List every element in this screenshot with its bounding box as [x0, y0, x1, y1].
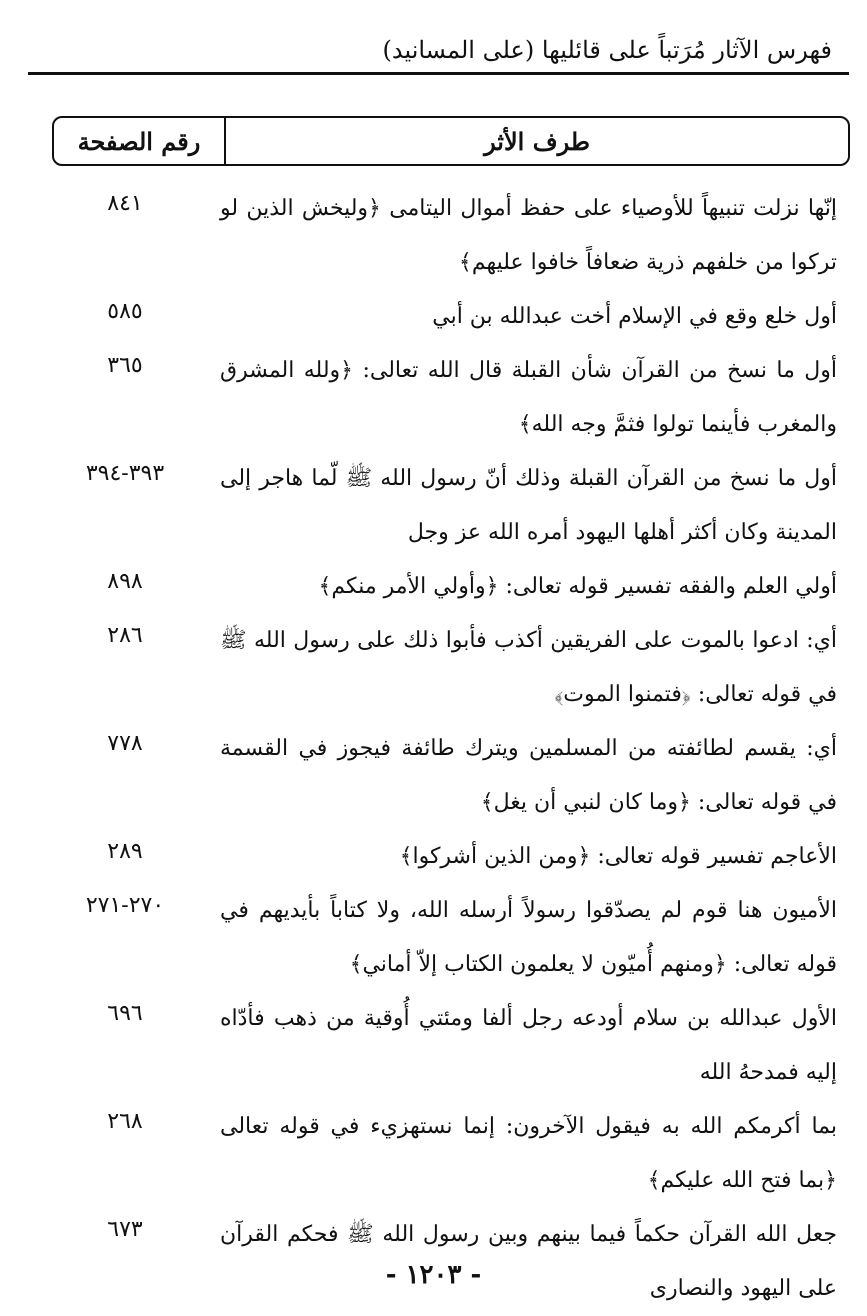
- entry-page-number: ٣٩٣-٣٩٤: [85, 461, 165, 486]
- entry-page-number: ٣٦٥: [107, 353, 143, 378]
- index-entry: [40, 182, 837, 290]
- entry-page-number: ٦٩٦: [107, 1001, 143, 1026]
- entry-page-number: ٨٩٨: [107, 569, 143, 594]
- entry-text: الأميون هنا قوم لم يصدّقوا رسولاً أرسله الله، ولا كتاباً بأيديهم في قوله تعالى: ﴿ومنهم أُميّون لا يعلمون الكتاب إلاّ أماني﴾: [220, 898, 837, 977]
- index-entry: [40, 344, 837, 452]
- entry-text: أي: ادعوا بالموت على الفريقين أكذب فأبوا ذلك على رسول الله ﷺ في قوله تعالى: ﴿فتمنوا الموت﴾: [220, 628, 837, 707]
- entry-text: جعل الله القرآن حكماً فيما بينهم وبين رسول الله ﷺ فحكم القرآن على اليهود والنصارى: [220, 1222, 837, 1301]
- index-entry: [40, 884, 837, 992]
- column-header-page: رقم الصفحة: [54, 118, 226, 164]
- entry-text: بما أكرمكم الله به فيقول الآخرون: إنما نستهزيء في قوله تعالى ﴿بما فتح الله عليكم﴾: [220, 1114, 837, 1193]
- entry-text: أول ما نسخ من القرآن شأن القبلة قال الله تعالى: ﴿ولله المشرق والمغرب فأينما تولوا فثمَّ وجه الله﴾: [220, 358, 837, 437]
- index-entry: [40, 452, 837, 560]
- index-entry: [40, 830, 837, 884]
- entry-text: إنّها نزلت تنبيهاً للأوصياء على حفظ أموال اليتامى ﴿وليخش الذين لو تركوا من خلفهم ذرية ضعافاً خافوا عليهم﴾: [220, 196, 837, 275]
- entry-page-number: ٢٧٠-٢٧١: [85, 893, 165, 918]
- entry-text: أولي العلم والفقه تفسير قوله تعالى: ﴿وأولي الأمر منكم﴾: [318, 574, 837, 599]
- entry-page-number: ٥٨٥: [107, 299, 143, 324]
- entry-page-number: ٦٧٣: [107, 1217, 143, 1242]
- column-header-entry: طرف الأثر: [484, 127, 590, 156]
- running-title: فهرس الآثار مُرَتباً على قائليها (على المسانيد): [382, 36, 832, 64]
- index-entries: [40, 182, 837, 1316]
- entry-text: أول ما نسخ من القرآن القبلة وذلك أنّ رسول الله ﷺ لّما هاجر إلى المدينة وكان أكثر أهلها اليهود أمره الله عز وجل: [220, 466, 837, 545]
- entry-text: أي: يقسم لطائفته من المسلمين ويترك طائفة فيجوز في القسمة في قوله تعالى: ﴿وما كان لنبي أن يغل﴾: [220, 736, 837, 815]
- entry-text: أول خلع وقع في الإسلام أخت عبدالله بن أبي: [432, 304, 837, 329]
- page-number: - ١٢٠٣ -: [385, 1260, 482, 1290]
- index-entry: [40, 560, 837, 614]
- entry-text: الأول عبدالله بن سلام أودعه رجل ألفا ومئتي أُوقية من ذهب فأدّاه إليه فمدحهُ الله: [220, 1006, 837, 1085]
- entry-page-number: ٢٨٩: [107, 839, 143, 864]
- index-entry: [40, 992, 837, 1100]
- entry-text: الأعاجم تفسير قوله تعالى: ﴿ومن الذين أشركوا﴾: [399, 844, 837, 869]
- index-entry: [40, 722, 837, 830]
- header-rule: [28, 72, 849, 75]
- index-entry: [40, 1100, 837, 1208]
- entry-page-number: ٨٤١: [107, 191, 143, 216]
- entry-page-number: ٢٦٨: [107, 1109, 143, 1134]
- index-entry: [40, 614, 837, 722]
- entry-page-number: ٧٧٨: [107, 731, 143, 756]
- index-entry: [40, 290, 837, 344]
- entry-page-number: ٢٨٦: [107, 623, 143, 648]
- index-table-header: [52, 116, 850, 166]
